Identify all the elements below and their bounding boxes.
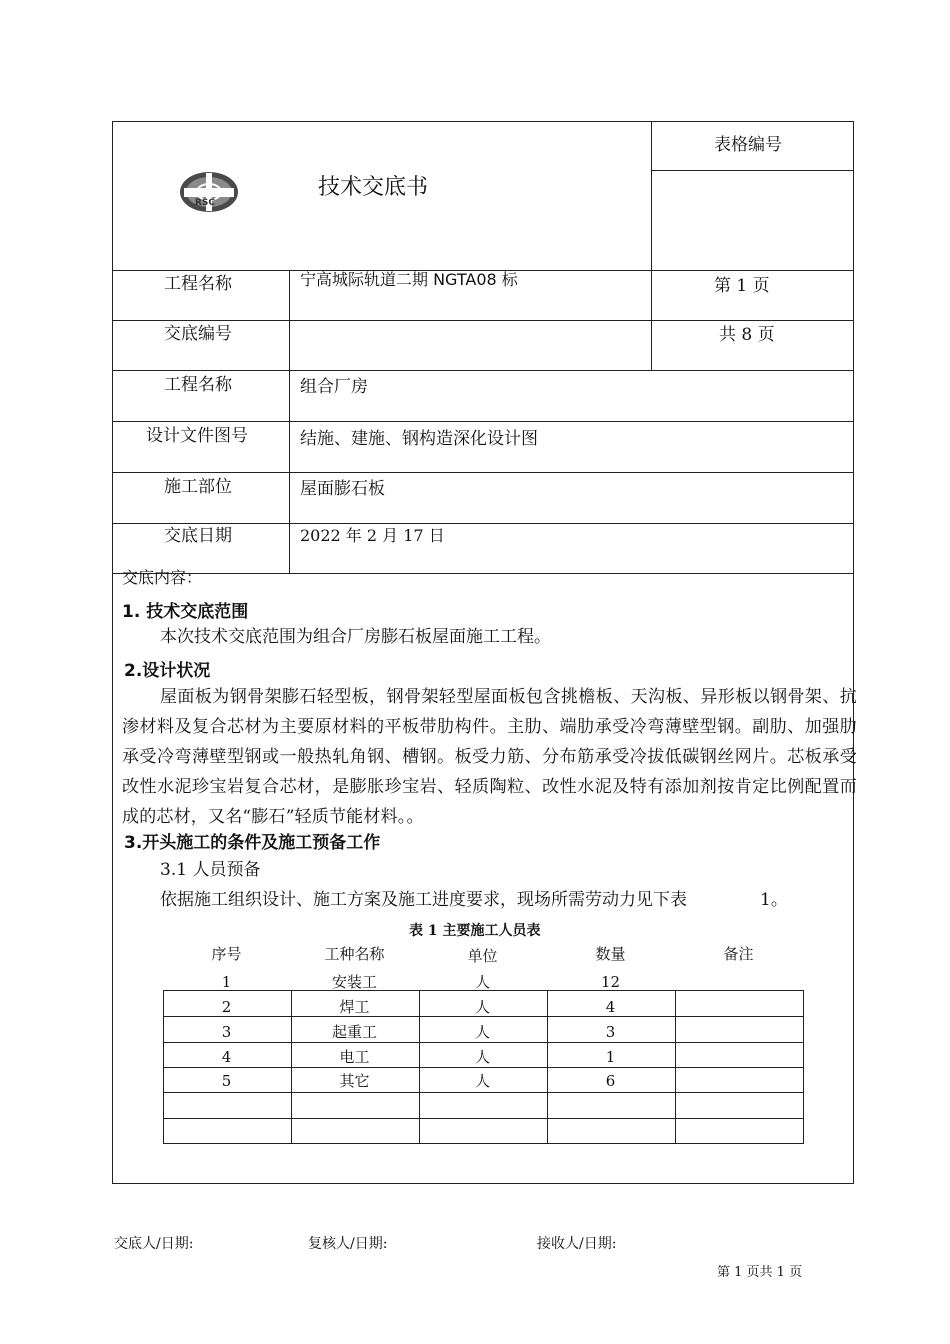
row-5-index: 5 [221, 1072, 232, 1090]
row-2-trade: 焊工 [339, 998, 370, 1016]
code-label: 交底编号 [164, 324, 232, 344]
header-divider [651, 121, 652, 371]
row-4-trade: 电工 [339, 1048, 370, 1066]
row-5-quantity: 6 [605, 1072, 616, 1090]
row-2-quantity: 4 [605, 998, 616, 1016]
row-line-4 [112, 421, 854, 422]
section-2-text: 屋面板为钢骨架膨石轻型板，钢骨架轻型屋面板包含挑檐板、天沟板、异形板以钢骨架、抗渗材料及复合芯材为主要原材料的平板带肋构件。主肋、端肋承受冷弯薄壁型钢。副肋、加强肋承受冷弯薄壁型钢或一般热轧角钢、槽钢。板受力筋、分布筋承受冷拔低碳钢丝网片。芯板承受改性水泥珍宝岩复合芯材，是膨胀珍宝岩、轻质陶粒、改性水泥及特有添加剂按肯定比例配置而成的芯材，又名“膨石”轻质节能材料。。 [122, 687, 857, 827]
header-trade: 工种名称 [324, 945, 385, 963]
row-2-unit: 人 [474, 998, 490, 1016]
form-number-label: 表格编号 [714, 135, 782, 155]
row-1-quantity: 12 [600, 973, 621, 991]
submitter-signature: 交底人/日期: [114, 1236, 194, 1252]
frame-bottom [112, 1183, 854, 1184]
table-line-3 [163, 1042, 803, 1043]
table-col-4 [675, 990, 676, 1144]
table-line-bottom [163, 1143, 803, 1144]
row-1-trade: 安装工 [331, 973, 377, 991]
frame-top [112, 121, 854, 122]
row-1-unit: 人 [474, 973, 490, 991]
table-line-4 [163, 1067, 803, 1068]
label-divider [289, 270, 290, 574]
section-3-1-title: 3.1 人员预备 [160, 860, 261, 880]
row-line-5 [112, 472, 854, 473]
section-3-1-ref: 1。 [760, 890, 788, 910]
document-title: 技术交底书 [318, 175, 429, 200]
row-3-unit: 人 [474, 1023, 490, 1041]
section-2-heading: 2.设计状况 [124, 661, 211, 681]
header-quantity: 数量 [595, 945, 626, 963]
section-3-1-text: 依据施工组织设计、施工方案及施工进度要求，现场所需劳动力见下表 [160, 890, 687, 910]
row-4-unit: 人 [474, 1048, 490, 1066]
logo-text: RSC [195, 198, 216, 208]
date-label: 交底日期 [164, 526, 232, 546]
section-1-text: 本次技术交底范围为组合厂房膨石板屋面施工工程。 [160, 627, 551, 647]
row-3-index: 3 [221, 1023, 232, 1041]
row-5-trade: 其它 [339, 1072, 370, 1090]
part-value: 屋面膨石板 [300, 479, 385, 499]
table-line-5 [163, 1092, 803, 1093]
header-index: 序号 [211, 945, 242, 963]
page-info: 第 1 页共 1 页 [717, 1265, 803, 1280]
design-label: 设计文件图号 [146, 426, 248, 446]
row-5-unit: 人 [474, 1072, 490, 1090]
sub-project-value: 组合厂房 [300, 377, 368, 397]
section-1-heading: 1. 技术交底范围 [122, 602, 249, 622]
page-number: 第 1 页 [714, 276, 770, 296]
design-value: 结施、建施、钢构造深化设计图 [300, 429, 538, 449]
staff-table-caption: 表 1 主要施工人员表 [409, 923, 541, 939]
row-3-quantity: 3 [605, 1023, 616, 1041]
row-line-2 [112, 320, 854, 321]
sub-project-label: 工程名称 [164, 375, 232, 395]
row-4-index: 4 [221, 1048, 232, 1066]
row-line-3 [112, 370, 854, 371]
receiver-signature: 接收人/日期: [537, 1236, 617, 1252]
header-unit: 单位 [467, 947, 498, 965]
row-line-7 [112, 573, 854, 574]
row-1-index: 1 [221, 973, 232, 991]
company-logo [178, 170, 240, 214]
frame-right [853, 121, 854, 1184]
part-label: 施工部位 [164, 477, 232, 497]
row-line-6 [112, 523, 854, 524]
frame-left [112, 121, 113, 1184]
row-3-trade: 起重工 [331, 1023, 377, 1041]
project-label: 工程名称 [164, 274, 232, 294]
content-intro: 交底内容： [122, 568, 203, 587]
table-col-5 [803, 990, 804, 1144]
page-total: 共 8 页 [719, 325, 775, 345]
table-line-6 [163, 1118, 803, 1119]
row-4-quantity: 1 [605, 1048, 616, 1066]
row-2-index: 2 [221, 998, 232, 1016]
header-remark: 备注 [723, 945, 754, 963]
section-3-heading: 3.开头施工的条件及施工预备工作 [124, 833, 381, 853]
date-value: 2022 年 2 月 17 日 [300, 526, 445, 545]
header-form-line [651, 170, 854, 171]
reviewer-signature: 复核人/日期: [308, 1236, 388, 1252]
project-value: 宁高城际轨道二期 NGTA08 标 [300, 270, 518, 289]
